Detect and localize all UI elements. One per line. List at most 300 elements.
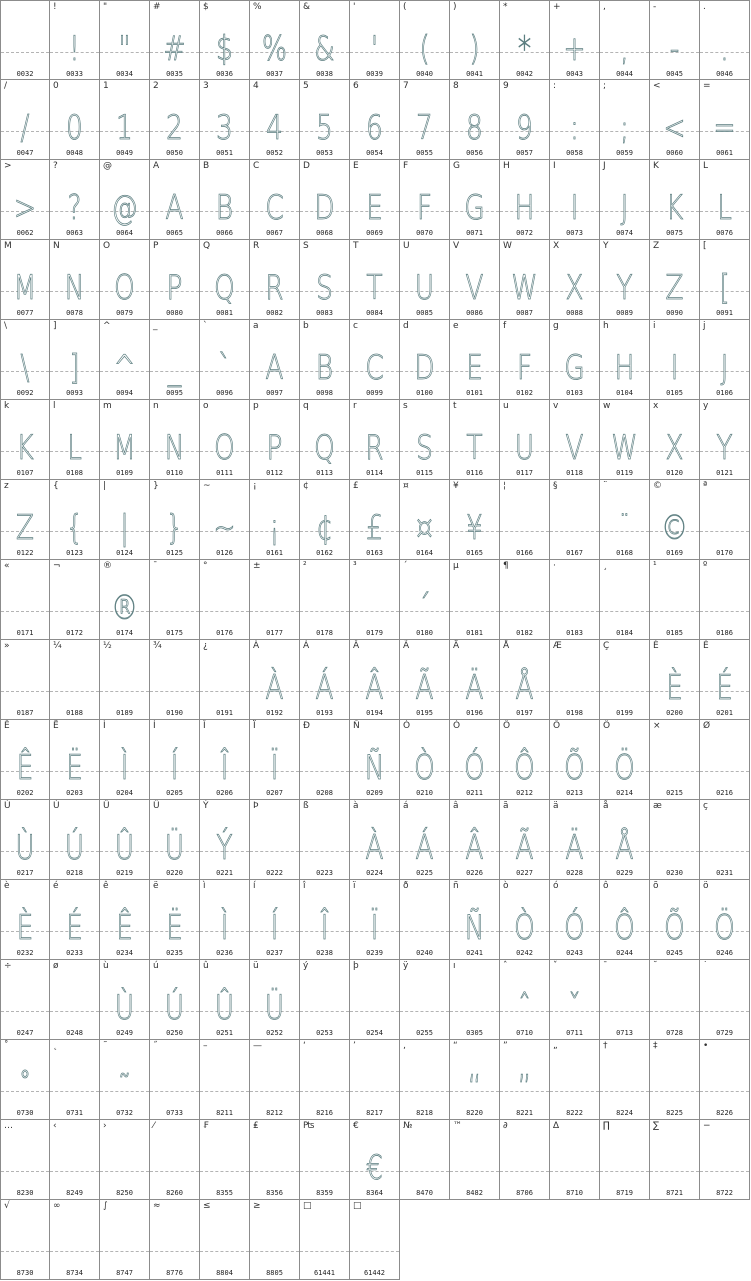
reference-character: Ý [203, 801, 209, 811]
glyph-cell [250, 160, 300, 240]
reference-character: „ [553, 1041, 558, 1051]
char-code: 0223 [316, 869, 333, 877]
glyph-sample [655, 1142, 693, 1194]
reference-character: x [653, 401, 659, 411]
reference-character: ö [703, 881, 709, 891]
char-code: 8226 [716, 1109, 733, 1117]
char-code: 0086 [466, 309, 483, 317]
glyph-sample [255, 1222, 293, 1274]
glyph-sample: < [663, 108, 686, 148]
char-code: 0065 [166, 229, 183, 237]
glyph-sample: H [614, 348, 635, 388]
char-code: 8734 [66, 1269, 83, 1277]
char-code: 8359 [316, 1189, 333, 1197]
glyph-sample: Î [220, 748, 229, 788]
char-code: 0109 [116, 469, 133, 477]
glyph-sample: S [316, 268, 333, 308]
reference-character: È [653, 641, 659, 651]
reference-character: » [4, 641, 10, 651]
char-code: 0171 [16, 629, 34, 637]
glyph-cell [500, 1040, 550, 1120]
glyph-sample [705, 822, 743, 874]
char-code: 0119 [616, 469, 633, 477]
reference-character: 0 [53, 81, 59, 91]
glyph-sample: Ô [514, 748, 535, 788]
glyph-cell [350, 160, 400, 240]
glyph-sample: _ [167, 348, 182, 388]
reference-character: Ú [53, 801, 60, 811]
glyph-sample [655, 742, 693, 794]
glyph-cell [400, 0, 450, 80]
char-code: 0042 [516, 70, 533, 78]
glyph-sample: E [366, 188, 383, 228]
glyph-cell [150, 480, 200, 560]
reference-character: U [403, 241, 410, 251]
char-code: 0091 [716, 309, 733, 317]
char-code: 0228 [566, 869, 583, 877]
reference-character: v [553, 401, 559, 411]
glyph-cell [500, 160, 550, 240]
glyph-cell [450, 560, 500, 640]
reference-character: ¬ [53, 561, 61, 571]
char-code: 8776 [166, 1269, 183, 1277]
glyph-sample: Ë [66, 748, 83, 788]
reference-character: j [703, 321, 706, 331]
reference-character: ù [103, 961, 109, 971]
glyph-sample: ~ [213, 508, 236, 548]
glyph-sample: Ï [370, 908, 379, 948]
reference-character: ] [53, 321, 57, 331]
glyph-sample [205, 582, 243, 634]
char-code: 0068 [316, 229, 333, 237]
glyph-cell [700, 320, 750, 400]
glyph-sample: 5 [316, 108, 333, 148]
reference-character: ‡ [653, 1041, 658, 1051]
char-code: 8260 [166, 1189, 183, 1197]
glyph-sample: Î [320, 908, 329, 948]
reference-character: A [153, 161, 160, 171]
char-code: 0112 [266, 469, 283, 477]
char-code: 0088 [566, 309, 583, 317]
glyph-sample [555, 1142, 593, 1194]
glyph-sample [405, 902, 443, 954]
glyph-cell [400, 320, 450, 400]
glyph-sample: * [517, 29, 532, 69]
char-code: 0211 [466, 789, 483, 797]
reference-character: 3 [203, 81, 209, 91]
glyph-sample [155, 1142, 193, 1194]
reference-character: ¦ [503, 481, 507, 491]
glyph-sample: Í [270, 908, 279, 948]
char-code: 0240 [416, 949, 433, 957]
char-code: 0245 [666, 949, 683, 957]
char-code: 0170 [716, 549, 733, 557]
char-code: 0166 [516, 549, 533, 557]
glyph-sample [555, 502, 593, 554]
glyph-cell [100, 720, 150, 800]
char-code: 0117 [516, 469, 533, 477]
char-code: 0209 [366, 789, 383, 797]
glyph-cell [700, 240, 750, 320]
glyph-sample: Ñ [464, 908, 485, 948]
reference-character: Q [203, 241, 211, 251]
glyph-sample: $ [216, 29, 233, 69]
char-code: 0076 [716, 229, 733, 237]
glyph-cell [650, 240, 700, 320]
glyph-cell [450, 720, 500, 800]
glyph-sample: F [516, 348, 533, 388]
char-code: 8217 [366, 1109, 383, 1117]
glyph-cell [100, 1200, 150, 1280]
glyph-cell [300, 880, 350, 960]
char-code: 0252 [266, 1029, 283, 1037]
glyph-cell [250, 0, 300, 80]
glyph-cell [650, 880, 700, 960]
reference-character: ì [203, 881, 206, 891]
glyph-sample [6, 662, 43, 714]
reference-character: y [703, 401, 709, 411]
reference-character: ? [53, 161, 58, 171]
glyph-sample [555, 1062, 593, 1114]
glyph-cell [600, 80, 650, 160]
glyph-cell [250, 1040, 300, 1120]
glyph-sample [705, 982, 743, 1034]
reference-character: ç [703, 801, 708, 811]
glyph-sample [255, 1062, 293, 1114]
glyph-sample: Ì [220, 908, 229, 948]
glyph-cell [700, 480, 750, 560]
glyph-sample [255, 582, 293, 634]
glyph-cell [50, 480, 100, 560]
reference-character: æ [653, 801, 662, 811]
glyph-cell [200, 800, 250, 880]
char-code: 0098 [316, 389, 333, 397]
reference-character: ∆ [553, 1121, 560, 1131]
char-code: 0044 [616, 70, 633, 78]
char-code: 0074 [616, 229, 633, 237]
glyph-sample [305, 742, 343, 794]
char-code: 0168 [616, 549, 633, 557]
char-code: 0114 [366, 469, 383, 477]
glyph-cell [450, 1040, 500, 1120]
char-code: 0122 [16, 549, 34, 557]
char-code: 0094 [116, 389, 133, 397]
char-code: 0236 [216, 949, 233, 957]
reference-character: h [603, 321, 609, 331]
glyph-sample: ¤ [416, 508, 433, 548]
reference-character: ˚ [4, 1041, 9, 1051]
char-code: 0106 [716, 389, 733, 397]
glyph-cell [350, 560, 400, 640]
glyph-cell [150, 1120, 200, 1200]
glyph-cell [50, 160, 100, 240]
reference-character: # [153, 2, 161, 12]
glyph-cell [300, 560, 350, 640]
char-code: 0115 [416, 469, 433, 477]
char-code: 0199 [616, 709, 633, 717]
char-code: 8719 [616, 1189, 633, 1197]
glyph-cell [150, 880, 200, 960]
char-code: 0181 [466, 629, 483, 637]
reference-character: î [303, 881, 306, 891]
reference-character: d [403, 321, 409, 331]
char-code: 0711 [566, 1029, 583, 1037]
glyph-sample: B [315, 348, 334, 388]
char-code: 0046 [716, 70, 733, 78]
char-code: 0207 [266, 789, 283, 797]
glyph-sample: 4 [266, 108, 283, 148]
reference-character: Ö [603, 721, 611, 731]
char-code: 0125 [166, 549, 183, 557]
char-code: 0111 [216, 469, 233, 477]
reference-character: ₤ [253, 1121, 259, 1131]
char-code: 0234 [116, 949, 133, 957]
glyph-cell [200, 880, 250, 960]
char-code: 0067 [266, 229, 283, 237]
reference-character: Õ [553, 721, 561, 731]
reference-character: Ê [4, 721, 10, 731]
reference-character: Ù [4, 801, 11, 811]
reference-character: … [4, 1121, 13, 1131]
glyph-cell [150, 80, 200, 160]
glyph-sample: 6 [366, 108, 383, 148]
glyph-cell [400, 880, 450, 960]
glyph-cell [450, 400, 500, 480]
reference-character: W [503, 241, 512, 251]
glyph-cell [500, 560, 550, 640]
char-code: 0047 [16, 149, 34, 157]
glyph-sample: L [717, 188, 732, 228]
glyph-sample: J [620, 188, 629, 228]
glyph-cell [0, 80, 50, 160]
reference-character: Ñ [353, 721, 360, 731]
reference-character: £ [353, 481, 359, 491]
reference-character: Ì [103, 721, 106, 731]
reference-character: ¤ [403, 481, 409, 491]
reference-character: Ð [303, 721, 310, 731]
reference-character: f [503, 321, 507, 331]
reference-character: ” [503, 1041, 508, 1051]
glyph-cell [550, 480, 600, 560]
reference-character: _ [153, 321, 158, 331]
reference-character: ˝ [153, 1041, 158, 1051]
glyph-cell [500, 880, 550, 960]
reference-character: \ [4, 321, 8, 331]
glyph-sample: N [64, 268, 85, 308]
glyph-cell [250, 720, 300, 800]
glyph-cell [150, 720, 200, 800]
char-code: 0104 [616, 389, 633, 397]
reference-character: q [303, 401, 309, 411]
reference-character: ˜ [103, 1041, 108, 1051]
glyph-sample: A [165, 188, 184, 228]
glyph-sample: X [565, 268, 584, 308]
reference-character: ë [153, 881, 159, 891]
char-code: 0048 [66, 149, 83, 157]
char-code: 0200 [666, 709, 683, 717]
char-code: 0040 [416, 70, 433, 78]
char-code: 0051 [216, 149, 233, 157]
char-code: 8747 [116, 1269, 133, 1277]
reference-character: p [253, 401, 259, 411]
char-code: 0050 [166, 149, 183, 157]
char-code: 0221 [216, 869, 233, 877]
glyph-sample: Z [15, 508, 35, 548]
glyph-cell [450, 240, 500, 320]
glyph-cell [200, 240, 250, 320]
glyph-sample [6, 1222, 43, 1274]
char-code: 0081 [216, 309, 233, 317]
glyph-sample: Y [616, 268, 633, 308]
glyph-sample: Á [315, 668, 334, 708]
glyph-cell [150, 320, 200, 400]
char-code: 0062 [16, 229, 34, 237]
glyph-sample: 8 [466, 108, 483, 148]
char-code: 0180 [416, 629, 433, 637]
glyph-cell [400, 560, 450, 640]
glyph-sample [305, 582, 343, 634]
glyph-cell [200, 960, 250, 1040]
char-code: 0108 [66, 469, 83, 477]
char-code: 0126 [216, 549, 233, 557]
glyph-cell [50, 1120, 100, 1200]
char-code: 0095 [166, 389, 183, 397]
reference-character: □ [353, 1201, 362, 1211]
reference-character: ú [153, 961, 159, 971]
char-code: 0043 [566, 70, 583, 78]
char-code: 0210 [416, 789, 433, 797]
char-code: 0032 [16, 70, 34, 78]
glyph-cell [450, 80, 500, 160]
reference-character: F [403, 161, 409, 171]
char-code: 0193 [316, 709, 333, 717]
glyph-cell [550, 160, 600, 240]
glyph-sample [6, 23, 43, 75]
glyph-cell [0, 400, 50, 480]
reference-character: û [203, 961, 209, 971]
glyph-cell [350, 1120, 400, 1200]
reference-character: 8 [453, 81, 459, 91]
glyph-sample: ´ [418, 588, 431, 628]
char-code: 0063 [66, 229, 83, 237]
glyph-cell [300, 1120, 350, 1200]
char-code: 0219 [116, 869, 133, 877]
glyph-cell [650, 560, 700, 640]
glyph-sample: G [564, 348, 585, 388]
glyph-cell [600, 560, 650, 640]
glyph-sample: Ý [216, 828, 233, 868]
glyph-sample [655, 1062, 693, 1114]
glyph-cell [50, 320, 100, 400]
char-code: 0253 [316, 1029, 333, 1037]
char-code: 0033 [66, 70, 83, 78]
char-code: 0254 [366, 1029, 383, 1037]
glyph-sample: % [261, 29, 288, 69]
glyph-cell [400, 1040, 450, 1120]
reference-character: l [53, 401, 56, 411]
char-code: 8216 [316, 1109, 333, 1117]
reference-character: s [403, 401, 408, 411]
glyph-cell [700, 560, 750, 640]
char-code: 8355 [216, 1189, 233, 1197]
glyph-sample [505, 582, 543, 634]
glyph-sample [155, 1222, 193, 1274]
glyph-sample [555, 582, 593, 634]
glyph-sample: € [366, 1148, 383, 1188]
char-code: 0191 [216, 709, 233, 717]
glyph-cell [650, 800, 700, 880]
reference-character: № [403, 1121, 413, 1131]
reference-character: “ [453, 1041, 458, 1051]
reference-character: P [153, 241, 159, 251]
glyph-cell [400, 800, 450, 880]
glyph-cell [150, 160, 200, 240]
glyph-cell [100, 880, 150, 960]
char-code: 61442 [363, 1269, 386, 1277]
reference-character: 9 [503, 81, 509, 91]
glyph-cell [600, 480, 650, 560]
glyph-sample [105, 1142, 143, 1194]
char-code: 0161 [266, 549, 283, 557]
glyph-cell [650, 160, 700, 240]
glyph-sample: ! [69, 29, 80, 69]
glyph-cell [0, 720, 50, 800]
glyph-sample [605, 1062, 643, 1114]
glyph-cell [150, 960, 200, 1040]
char-code: 0192 [266, 709, 283, 717]
reference-character: ¢ [303, 481, 309, 491]
glyph-sample [305, 1142, 343, 1194]
reference-character: ± [253, 561, 261, 571]
reference-character: º [703, 561, 708, 571]
glyph-cell [500, 800, 550, 880]
glyph-cell [600, 800, 650, 880]
glyph-sample: I [570, 188, 579, 228]
glyph-sample: Ä [565, 828, 584, 868]
glyph-sample: D [414, 348, 435, 388]
char-code: 0230 [666, 869, 683, 877]
reference-character: N [53, 241, 60, 251]
reference-character: ä [553, 801, 559, 811]
glyph-cell [600, 1040, 650, 1120]
glyph-sample [205, 1222, 243, 1274]
reference-character: ¿ [203, 641, 208, 651]
glyph-cell [450, 160, 500, 240]
char-code: 8482 [466, 1189, 483, 1197]
char-code: 0103 [566, 389, 583, 397]
reference-character: z [4, 481, 9, 491]
reference-character: , [603, 2, 606, 12]
char-code: 0241 [466, 949, 483, 957]
glyph-cell [600, 640, 650, 720]
reference-character: k [4, 401, 10, 411]
glyph-sample: Ù [114, 988, 135, 1028]
glyph-cell [100, 0, 150, 80]
reference-character: i [653, 321, 656, 331]
glyph-cell [300, 640, 350, 720]
glyph-sample [6, 582, 43, 634]
glyph-cell [200, 160, 250, 240]
glyph-sample: = [713, 108, 736, 148]
char-code: 0053 [316, 149, 333, 157]
glyph-sample [655, 982, 693, 1034]
glyph-cell [0, 320, 50, 400]
glyph-cell [400, 160, 450, 240]
glyph-cell [650, 480, 700, 560]
reference-character: Ô [503, 721, 511, 731]
glyph-cell [350, 80, 400, 160]
glyph-sample [555, 662, 593, 714]
